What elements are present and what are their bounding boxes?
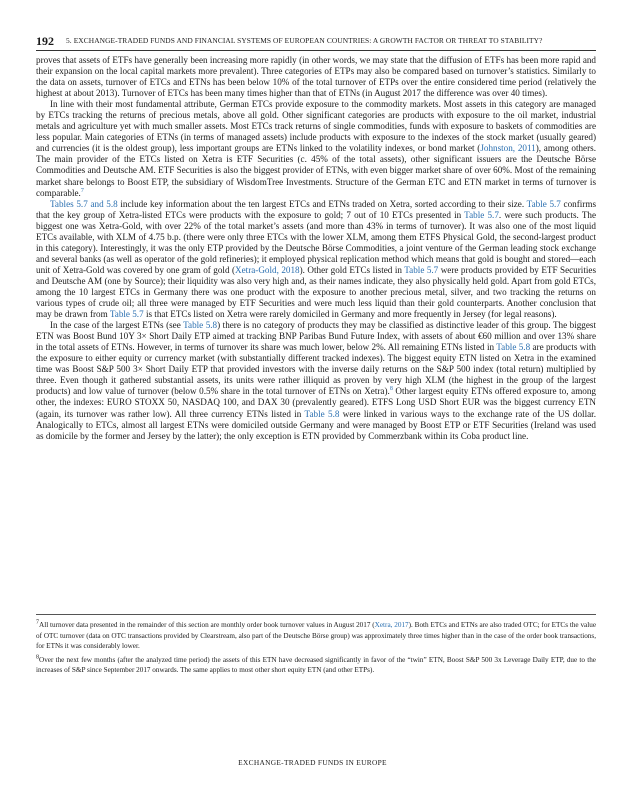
page-footer: EXCHANGE-TRADED FUNDS IN EUROPE (238, 758, 387, 767)
ref-table-5-8[interactable]: Table 5.8 (496, 342, 531, 353)
paragraph-4: In the case of the largest ETNs (see Table 5.8) there is no category of products they may be classified as distinctive leader of this group. The biggest ETN was Boost Bund 10Y 3× Short Daily ETP aimed at tracking BNP Paribas Bund Future Index, with assets of about €60 million and over 13% share in the total assets of ETNs. However, in terms of turnover its share was much lower, below 2%. All remaining ETNs listed in Table 5.8 are products with the exposure to either equity or currency market (with substantially different tracked indexes). The biggest equity ETN listed on Xetra in the examined time was Boost S&P 500 3× Short Daily ETP that provided investors with the inverse daily returns on the S&P 500 index (total return) multiplied by three. Even though it gathered substantial assets, its units were rather illiquid as proven by very high XLM (the highest in the group of the largest products) and low value of turnover (below 0.5% share in the total turnover of ETNs on Xetra).$^8$ Other largest equity ETNs offered exposure to, among other, the indexes: EURO STOXX 50, NASDAQ 100, and DAX 30 (prevalently geared). ETFS Long USD Short EUR was the biggest currency ETN (again, its turnover was rather low). All three currency ETNs listed in Table 5.8 were linked in various ways to the exchange rate of the US dollar. Analogically to ETCs, almost all largest ETNs were domiciled outside Germany and were managed by Boost ETP or ETF Securities (Ireland was used as domicile by the former and Jersey by the latter); the only exception is ETN provided by Commerzbank within its Coba product line. (36, 320, 596, 441)
paragraph-1: proves that assets of ETFs have generally been increasing more rapidly (in other words, we may state that the diffusion of ETFs has been more rapid and their expansion on the local capital markets more prevalent). Three categories of ETPs may also be compared based on turnover’s statistics. Similarly to the data on assets, turnover of ETCs and ETNs has been below 10% of the total turnover of ETPs over the entire considered time period (relatively the highest at about 2013). Turnover of ETCs has been many times higher than that of ETNs (in August 2017 the difference was over 40 times). (36, 55, 596, 99)
header-rule (36, 50, 596, 51)
footnote-rule (36, 614, 596, 615)
ref-table-5-7[interactable]: Table 5.7 (464, 209, 499, 220)
footnote-ref-8[interactable]: 8 (389, 386, 393, 393)
citation-xetra-gold-2018[interactable]: Xetra-Gold, 2018 (235, 264, 300, 275)
footnote-ref-7[interactable]: 7 (80, 187, 84, 194)
ref-tables-5-7-5-8[interactable]: Tables 5.7 and 5.8 (50, 198, 118, 209)
page-header (36, 34, 596, 48)
citation-johnston-2011[interactable]: Johnston, 2011 (480, 143, 536, 154)
body-text (36, 55, 596, 442)
ref-table-5-7[interactable]: Table 5.7 (109, 309, 144, 320)
footnote-mark: 7 (36, 619, 39, 626)
page-number: 192 (36, 34, 54, 48)
ref-table-5-8[interactable]: Table 5.8 (304, 408, 340, 419)
paragraph-2: In line with their most fundamental attribute, German ETCs provide exposure to the commodity markets. Most assets in this category are managed by ETCs tracking the returns of precious metals, above all gold. Other significant categories are products with exposure to the oil market, industrial metals and agriculture yet with much smaller assets. Most ETCs track returns of single commodities, funds with exposure to baskets of commodities are less popular. Main categories of ETNs (in terms of managed assets) include products with exposure to the indexes of the stock market (usually geared) and currencies (it is the oldest group), less important groups are ETNs linked to the volatility indexes, or bond market (Johnston, 2011), among others. The main provider of the ETCs listed on Xetra is ETF Securities (c. 45% of the total assets), other significant issuers are the Deutsche Börse Commodities and Deutsche AM. ETF Securities is also the biggest provider of ETNs, with even bigger market share of over 60%. Most of the remaining market share belongs to Boost ETP, the subsidiary of WisdomTree Investments. Structure of the German ETC and ETN market in terms of turnover is comparable.$^7$ (36, 99, 596, 198)
footnote-7: $^7$All turnover data presented in the remainder of this section are monthly order book turnover values in August 2017 (Xetra, 2017). Both ETCs and ETNs are also traded OTC; for ETCs the value of OTC turnover (data on OTC transactions provided by Clearstream, also part of the Deutsche Börse group) was approximately three times higher than in the case of the order book transactions, for ETNs it was considerably lower. (36, 619, 597, 651)
footnote-8: $^8$Over the next few months (after the analyzed time period) the assets of this ETN have decreased significantly in favor of the “twin” ETN, Boost S&P 500 3x Leverage Daily ETP, due to the increases of S&P since September 2017 onwards. The same applies to most other short equity ETN (and other ETPs). (36, 654, 596, 675)
ref-table-5-7[interactable]: Table 5.7 (526, 198, 561, 209)
paragraph-3: Tables 5.7 and 5.8 include key information about the ten largest ETCs and ETNs traded on Xetra, sorted according to their size. Table 5.7 confirms that the key group of Xetra-listed ETCs were products with the exposure to gold; 7 out of 10 ETCs presented in Table 5.7. were such products. The biggest one was Xetra-Gold, with over 22% of the total market’s assets (and more than 43% in terms of turnover). It was also one of the most liquid ETCs available, with XLM of 4.75 b.p. (there were only three ETCs with the lower XLM, among them ETFS Physical Gold, the second-largest product in this category). Interestingly, it was the only ETP provided by the Deutsche Börse Commodities, a joint venture of the German leading stock exchange and several banks (as well as operator of the gold refineries); it employed physical replication method which means that gold is bought and stored—each unit of Xetra-Gold was covered by one gram of gold (Xetra-Gold, 2018). Other gold ETCs listed in Table 5.7 were products provided by ETF Securities and Deutsche AM (one by Source); their liquidity was also very high and, as their names indicate, they also physically held gold. Apart from gold ETCs, among the 10 largest ETCs in Germany there was one product with the exposure to another precious metal, silver, and two tracking the returns on various types of crude oil; all three were managed by ETF Securities and were much less liquid than their gold counterparts. Another conclusion that may be drawn from Table 5.7 is that ETCs listed on Xetra were rarely domiciled in Germany and more frequently in Jersey (for legal reasons). (36, 198, 597, 320)
citation-xetra-2017[interactable]: Xetra, 2017 (374, 621, 409, 629)
ref-table-5-8[interactable]: Table 5.8 (183, 320, 218, 331)
running-head: 5. EXCHANGE-TRADED FUNDS AND FINANCIAL SYSTEMS OF EUROPEAN COUNTRIES: A GROWTH FACTOR OR THREAT TO STABILITY? (66, 36, 543, 45)
footnote-mark: 8 (36, 654, 39, 661)
ref-table-5-7[interactable]: Table 5.7 (404, 264, 439, 275)
footnotes (36, 620, 596, 679)
